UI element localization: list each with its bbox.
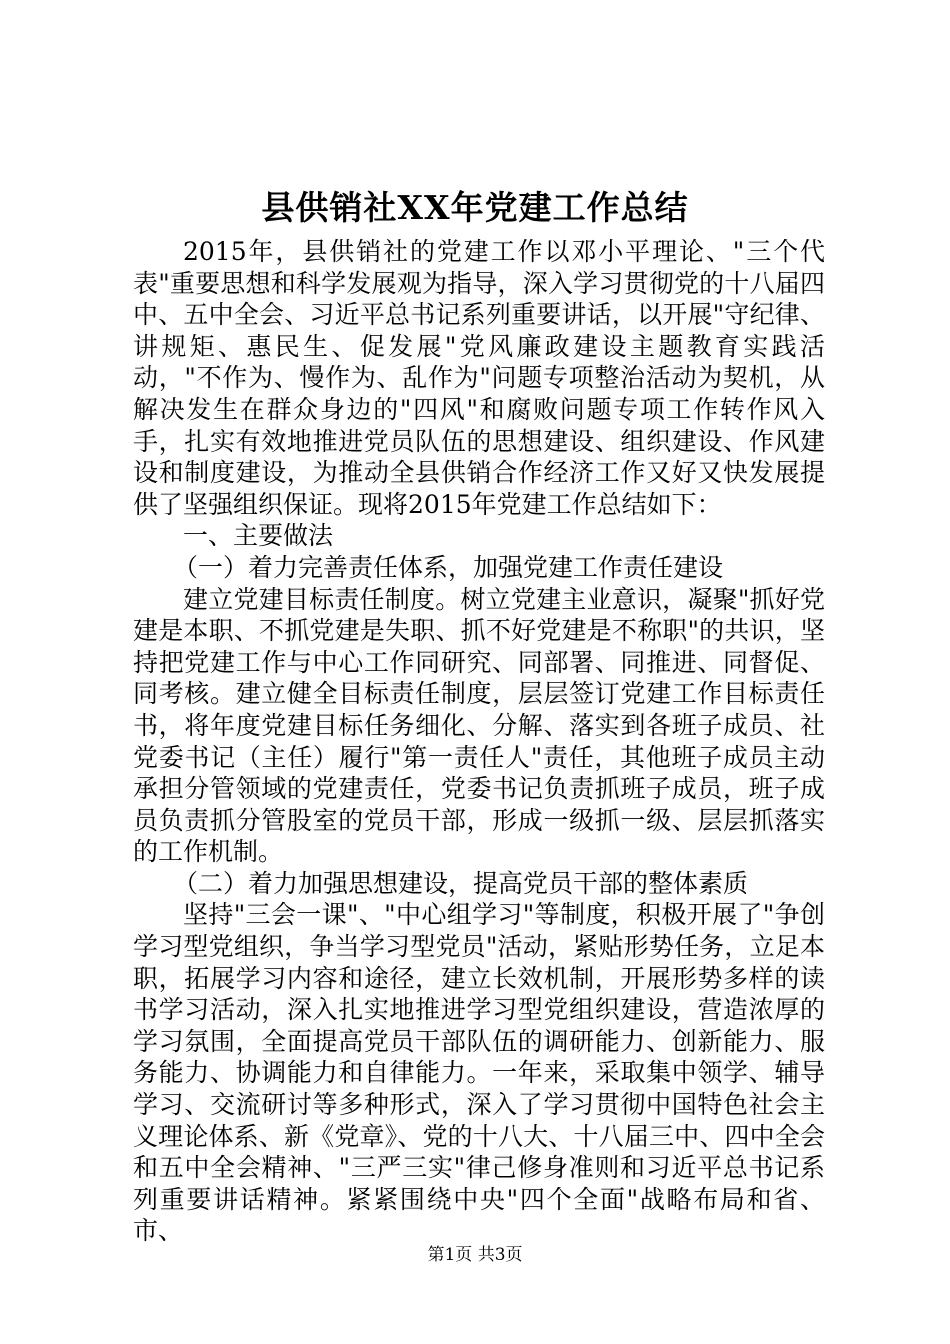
intro-paragraph: 2015年，县供销社的党建工作以邓小平理论、"三个代表"重要思想和科学发展观为指导，深入学习贯彻党的十八届四中、五中全会、习近平总书记系列重要讲话，以开展"守纪律、讲规矩、惠民生、促发展"党风廉政建设主题教育实践活动，"不作为、慢作为、乱作为"问题专项整治活动为契机，从解决发生在群众身边的"四风"和腐败问题专项工作转作风入手，扎实有效地推进党员队伍的思想建设、组织建设、作风建设和制度建设，为推动全县供销合作经济工作又好又快发展提供了坚强组织保证。现将2015年党建工作总结如下： xyxy=(133,237,825,519)
document-title: 县供销社XX年党建工作总结 xyxy=(261,188,689,227)
section-heading-main-practices: 一、主要做法 xyxy=(183,521,334,551)
subsection-heading-responsibility: （一）着力完善责任体系，加强党建工作责任建设 xyxy=(173,552,724,582)
ideology-paragraph: 坚持"三会一课"、"中心组学习"等制度，积极开展了"争创学习型党组织，争当学习型党员"活动，紧贴形势任务，立足本职，拓展学习内容和途径，建立长效机制，开展形势多样的读书学习活动，深入扎实地推进学习型党组织建设，营造浓厚的学习氛围，全面提高党员干部队伍的调研能力、创新能力、服务能力、协调能力和自律能力。一年来，采取集中领学、辅导学习、交流研讨等多种形式，深入了学习贯彻中国特色社会主义理论体系、新《党章》、党的十八大、十八届三中、四中全会和五中全会精神、"三严三实"律己修身准则和习近平总书记系列重要讲话精神。紧紧围绕中央"四个全面"战略布局和省、市、 xyxy=(133,900,825,1246)
document-body xyxy=(133,236,825,1247)
responsibility-paragraph: 建立党建目标责任制度。树立党建主业意识，凝聚"抓好党建是本职、不抓党建是失职、抓不好党建是不称职"的共识，坚持把党建工作与中心工作同研究、同部署、同推进、同督促、同考核。建立健全目标责任制度，层层签订党建工作目标责任书，将年度党建目标任务细化、分解、落实到各班子成员、社党委书记（主任）履行"第一责任人"责任，其他班子成员主动承担分管领域的党建责任，党委书记负责抓班子成员，班子成员负责抓分管股室的党员干部，形成一级抓一级、层层抓落实的工作机制。 xyxy=(133,584,825,867)
page-number-footer: 第1页 共3页 xyxy=(427,1245,523,1265)
subsection-heading-ideology: （二）着力加强思想建设，提高党员干部的整体素质 xyxy=(173,868,749,898)
